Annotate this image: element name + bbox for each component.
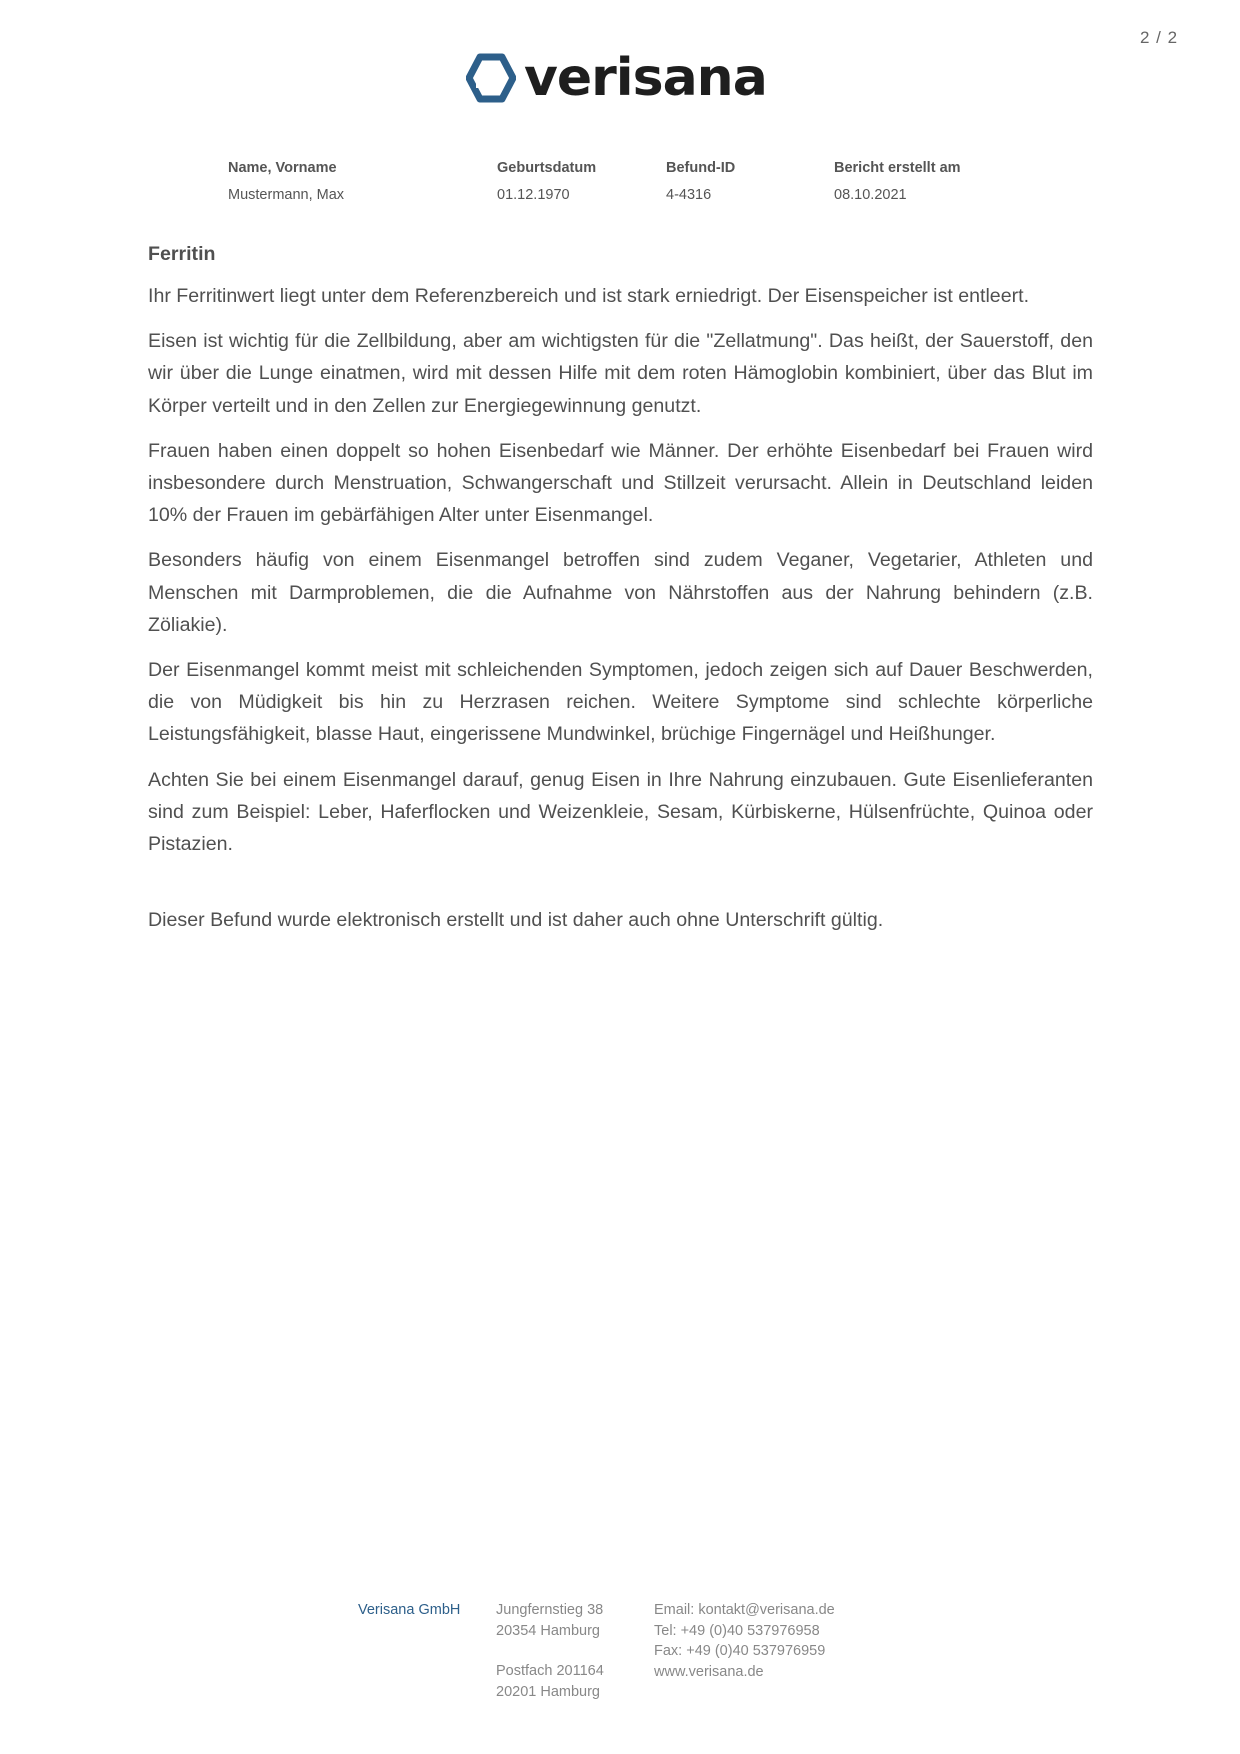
patient-meta bbox=[228, 160, 1048, 210]
paragraph: Eisen ist wichtig für die Zellbildung, aber am wichtigsten für die "Zellatmung". Das heißt, der Sauerstoff, den wir über die Lunge einatmen, wird mit dessen Hilfe mit dem roten Hämoglobin kombiniert, über das Blut im Körper verteilt und in den Zellen zur Energiegewinnung genutzt. bbox=[148, 330, 1093, 417]
paragraph: Ihr Ferritinwert liegt unter dem Referenzbereich und ist stark erniedrigt. Der Eisenspeicher ist entleert. bbox=[148, 285, 1030, 307]
meta-value: 08.10.2021 bbox=[834, 187, 907, 203]
footer-po-box: Postfach 201164 bbox=[496, 1663, 604, 1679]
meta-report-date bbox=[834, 160, 961, 203]
footer-website[interactable]: www.verisana.de bbox=[654, 1663, 764, 1680]
meta-label: Befund-ID bbox=[666, 160, 736, 176]
footer-street: Jungfernstieg 38 bbox=[496, 1602, 604, 1618]
footer-address bbox=[496, 1600, 604, 1702]
logo-text: verisana bbox=[524, 48, 767, 108]
verisana-logo bbox=[466, 46, 767, 110]
section-title: Ferritin bbox=[148, 243, 216, 265]
report-content bbox=[148, 240, 1093, 949]
paragraph: Besonders häufig von einem Eisenmangel betroffen sind zudem Veganer, Vegetarier, Athleten und Menschen mit Darmproblemen, die die Aufnahme von Nährstoffen aus der Nahrung behindern (z.B. Zöliakie). bbox=[148, 549, 1093, 636]
footer-tel: Tel: +49 (0)40 537976958 bbox=[654, 1622, 820, 1639]
footer-po-city: 20201 Hamburg bbox=[496, 1683, 600, 1700]
validity-note: Dieser Befund wurde elektronisch erstellt und ist daher auch ohne Unterschrift gültig. bbox=[148, 909, 884, 932]
footer-contact bbox=[654, 1600, 835, 1682]
meta-name bbox=[228, 160, 344, 203]
footer bbox=[0, 1600, 1240, 1710]
meta-value: 4-4316 bbox=[666, 187, 712, 203]
paragraph: Achten Sie bei einem Eisenmangel darauf, genug Eisen in Ihre Nahrung einzubauen. Gute Eisenlieferanten sind zum Beispiel: Leber, Haferflocken und Weizenkleie, Sesam, Kürbiskerne, Hülsenfrüchte, Quinoa oder Pistazien. bbox=[148, 768, 1093, 856]
hexagon-logo-icon bbox=[466, 53, 516, 103]
meta-label: Name, Vorname bbox=[228, 160, 337, 176]
footer-fax: Fax: +49 (0)40 537976959 bbox=[654, 1643, 826, 1659]
footer-city: 20354 Hamburg bbox=[496, 1622, 600, 1639]
paragraph: Der Eisenmangel kommt meist mit schleichenden Symptomen, jedoch zeigen sich auf Dauer Beschwerden, die von Müdigkeit bis hin zu Herzrasen reichen. Weitere Symptome sind schlechte körperliche Leistungsfähigkeit, blasse Haut, eingerissene Mundwinkel, brüchige Fingernägel und Heißhunger. bbox=[148, 659, 1093, 746]
meta-value: 01.12.1970 bbox=[497, 187, 570, 203]
paragraph: Frauen haben einen doppelt so hohen Eisenbedarf wie Männer. Der erhöhte Eisenbedarf bei Frauen wird insbesondere durch Menstruation, Schwangerschaft und Stillzeit verursacht. Allein in Deutschland leiden 10% der Frauen im gebärfähigen Alter unter Eisenmangel. bbox=[148, 439, 1093, 527]
meta-report-id bbox=[666, 160, 735, 203]
meta-birthdate bbox=[497, 160, 596, 203]
footer-email[interactable]: Email: kontakt@verisana.de bbox=[654, 1602, 835, 1618]
meta-value: Mustermann, Max bbox=[228, 187, 345, 203]
page-number: 2 / 2 bbox=[1140, 28, 1179, 47]
footer-company: Verisana GmbH bbox=[358, 1602, 461, 1618]
meta-label: Geburtsdatum bbox=[497, 160, 597, 176]
meta-label: Bericht erstellt am bbox=[834, 160, 961, 176]
